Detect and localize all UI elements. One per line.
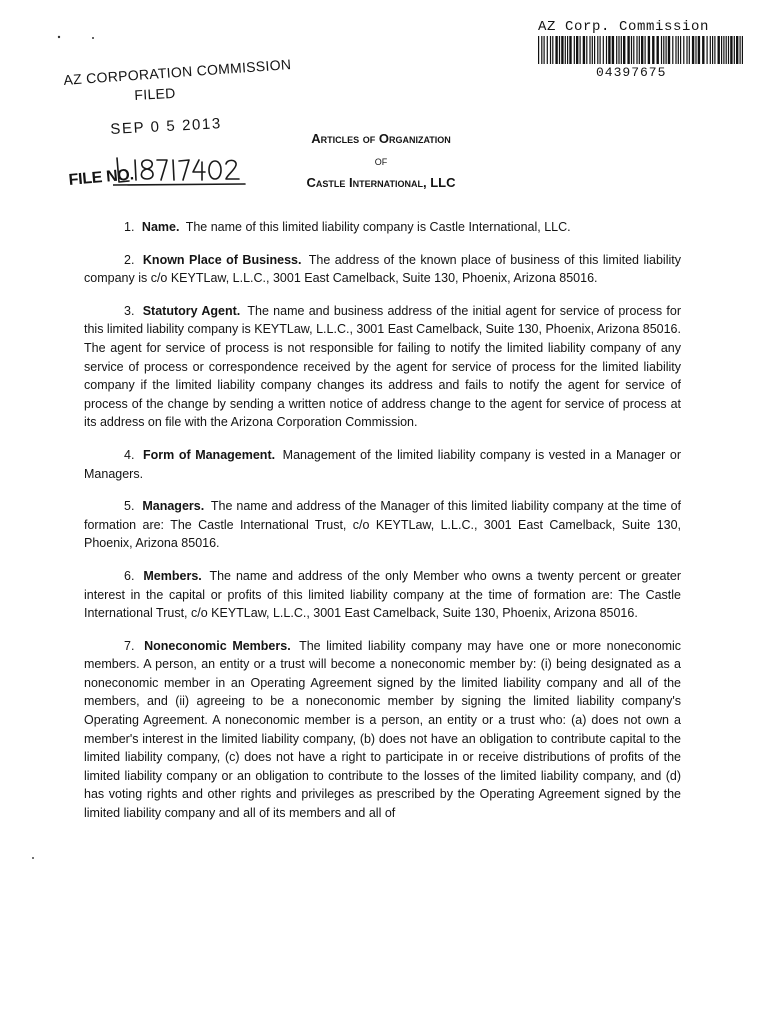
paragraph-number: 4. (124, 447, 135, 462)
barcode-bar (633, 36, 634, 64)
barcode-bar (606, 36, 607, 64)
document-body (84, 218, 681, 837)
barcode-bar (555, 36, 557, 64)
barcode-bar (686, 36, 687, 64)
paragraph-text: Management of the limited liability company is vested in a Manager or Managers. (84, 447, 681, 481)
barcode-bar (645, 36, 646, 64)
barcode-bar (723, 36, 724, 64)
paragraph-name (84, 218, 681, 237)
barcode-bar (641, 36, 643, 64)
paragraph-text: The address of the known place of business of this limited liability company is c/o KEYTLaw, L.L.C., 3001 East Camelback, Suite 130, Phoenix, Arizona 85016. (84, 252, 681, 286)
barcode-bar (552, 36, 553, 64)
barcode-bar (559, 36, 560, 64)
barcode-bar (661, 36, 662, 64)
paragraph-heading: Name. (141, 220, 180, 234)
barcode-bar (616, 36, 617, 64)
paragraph-text: The limited liability company may have one or more noneconomic members. A person, an entity or a trust will become a noneconomic member by: (i) being designated as a noneconomic member in an Operating Agreement signed by the limited liability company and all of the members, and (ii) agreeing to be a noneconomic member by signing the limited liability company's Operating Agreement. A noneconomic member is a person, an entity or a trust who: (a) does not own a member's interest in the limited liability company, (b) does not have an obligation to contribute capital to the limited liability company, (c) does not have a right to participate in or receive distributions of profits of the limited liability company or an obligation to contribute to the losses of the limited liability company, and (d) has voting rights and other rights and privileges as prescribed by the Operating Agreement signed by the limited liability company and all of its members and all of (84, 638, 682, 821)
barcode-bar (592, 36, 593, 64)
barcode-bar (569, 36, 571, 64)
paragraph-number: 3. (124, 303, 135, 318)
barcode-bar (538, 36, 539, 64)
barcode-bar (657, 36, 659, 64)
barcode-bar (583, 36, 585, 64)
barcode-bar (707, 36, 708, 64)
barcode-bar (672, 36, 673, 64)
barcode-bar (698, 36, 700, 64)
barcode-bar (736, 36, 738, 64)
barcode-bar (695, 36, 696, 64)
paragraph-text: The name of this limited liability company is Castle International, LLC. (185, 220, 571, 234)
paragraph-text: The name and business address of the initial agent for service of process for this limited liability company is KEYTLaw, L.L.C., 3001 East Camelback, Suite 130, Phoenix, Arizona 85016. The agent for service of process is not responsible for failing to notify the limited liability company of any service of process or correspondence received by the agent for service of process for the limited liability company if the limited liability company changes its address and fails to notify the agent for service of process of the change by sending a written notice of address change to the agent for service of process at its address on file with the Arizona Corporation Commission. (84, 303, 681, 430)
barcode-bar (702, 36, 704, 64)
paragraph-noneconomic-members (84, 637, 681, 823)
barcode-bar (675, 36, 676, 64)
barcode-bar (586, 36, 587, 64)
barcode-bar (636, 36, 637, 64)
barcode-bar (618, 36, 619, 64)
barcode-bar (648, 36, 650, 64)
barcode-bar (740, 36, 741, 64)
barcode-bar (589, 36, 590, 64)
paragraph-heading: Known Place of Business. (142, 252, 302, 267)
barcode-bar (612, 36, 614, 64)
barcode-bar (544, 36, 545, 64)
barcode-bar (594, 36, 595, 64)
barcode-bar (668, 36, 670, 64)
barcode-bar (726, 36, 727, 64)
barcode-bar (550, 36, 551, 64)
barcode-bar (718, 36, 720, 64)
title-company-name: Castle International, LLC (306, 175, 456, 190)
barcode-bar (689, 36, 690, 64)
barcode (538, 36, 745, 64)
barcode-bar (600, 36, 601, 64)
barcode-bar (541, 36, 542, 64)
commission-label: AZ Corp. Commission (538, 19, 710, 35)
barcode-bar (728, 36, 729, 64)
paragraph-heading: Managers. (142, 499, 205, 514)
barcode-bar (678, 36, 679, 64)
barcode-bar (714, 36, 715, 64)
paragraph-heading: Members. (143, 568, 202, 583)
file-number-handwritten (113, 154, 253, 188)
barcode-bar (734, 36, 735, 64)
barcode-bar (680, 36, 681, 64)
barcode-bar (623, 36, 625, 64)
paragraph-known-place-of-business (84, 251, 681, 288)
barcode-bar (712, 36, 713, 64)
barcode-bar (603, 36, 604, 64)
barcode-bar (574, 36, 575, 64)
barcode-bar (683, 36, 684, 64)
paragraph-heading: Statutory Agent. (142, 303, 241, 318)
paragraph-statutory-agent (84, 302, 681, 432)
paragraph-heading: Noneconomic Members. (144, 638, 291, 653)
paragraph-number: 5. (124, 499, 135, 514)
barcode-bar (580, 36, 581, 64)
barcode-bar (692, 36, 694, 64)
barcode-bar (639, 36, 640, 64)
filing-stamp-filed: FILED (134, 84, 176, 103)
barcode-bar (565, 36, 566, 64)
barcode-bar (547, 36, 548, 64)
filing-stamp-commission: AZ CORPORATION COMMISSION (63, 56, 292, 88)
paragraph-number: 6. (124, 568, 135, 583)
barcode-number: 04397675 (596, 65, 667, 80)
paragraph-managers (84, 497, 681, 553)
barcode-bar (561, 36, 563, 64)
title-of: of (374, 153, 388, 168)
paragraph-heading: Form of Management. (143, 447, 276, 462)
file-number-label: FILE NO. (68, 166, 135, 189)
barcode-bar (608, 36, 610, 64)
barcode-bar (621, 36, 622, 64)
barcode-bar (742, 36, 743, 64)
paragraph-number: 7. (124, 638, 135, 653)
paragraph-number: 2. (124, 252, 135, 267)
barcode-bar (631, 36, 632, 64)
barcode-bar (663, 36, 664, 64)
barcode-bar (730, 36, 732, 64)
document-title (286, 128, 476, 194)
barcode-bar (710, 36, 711, 64)
paragraph-number: 1. (124, 220, 135, 234)
barcode-bar (627, 36, 629, 64)
paragraph-text: The name and address of the Manager of this limited liability company at the time of formation are: The Castle International Trust, c/o KEYTLaw, L.L.C., 3001 East Camelback, Suite 130, Phoenix, Arizona 85016. (84, 499, 681, 551)
barcode-bar (597, 36, 598, 64)
barcode-bar (721, 36, 722, 64)
barcode-bar (567, 36, 568, 64)
paragraph-form-of-management (84, 446, 681, 483)
barcode-bar (666, 36, 667, 64)
barcode-bar (652, 36, 654, 64)
paragraph-members (84, 567, 681, 623)
title-articles: Articles of Organization (311, 131, 451, 146)
paragraph-text: The name and address of the only Member who owns a twenty percent or greater interest in the capital or profits of this limited liability company at the time of formation are: The Castle International Trust, c/o KEYTLaw, L.L.C., 3001 East Camelback, Suite 130, Phoenix, Arizona 85016. (84, 568, 681, 621)
barcode-bar (576, 36, 578, 64)
filing-stamp-date: SEP 0 5 2013 (110, 115, 223, 138)
